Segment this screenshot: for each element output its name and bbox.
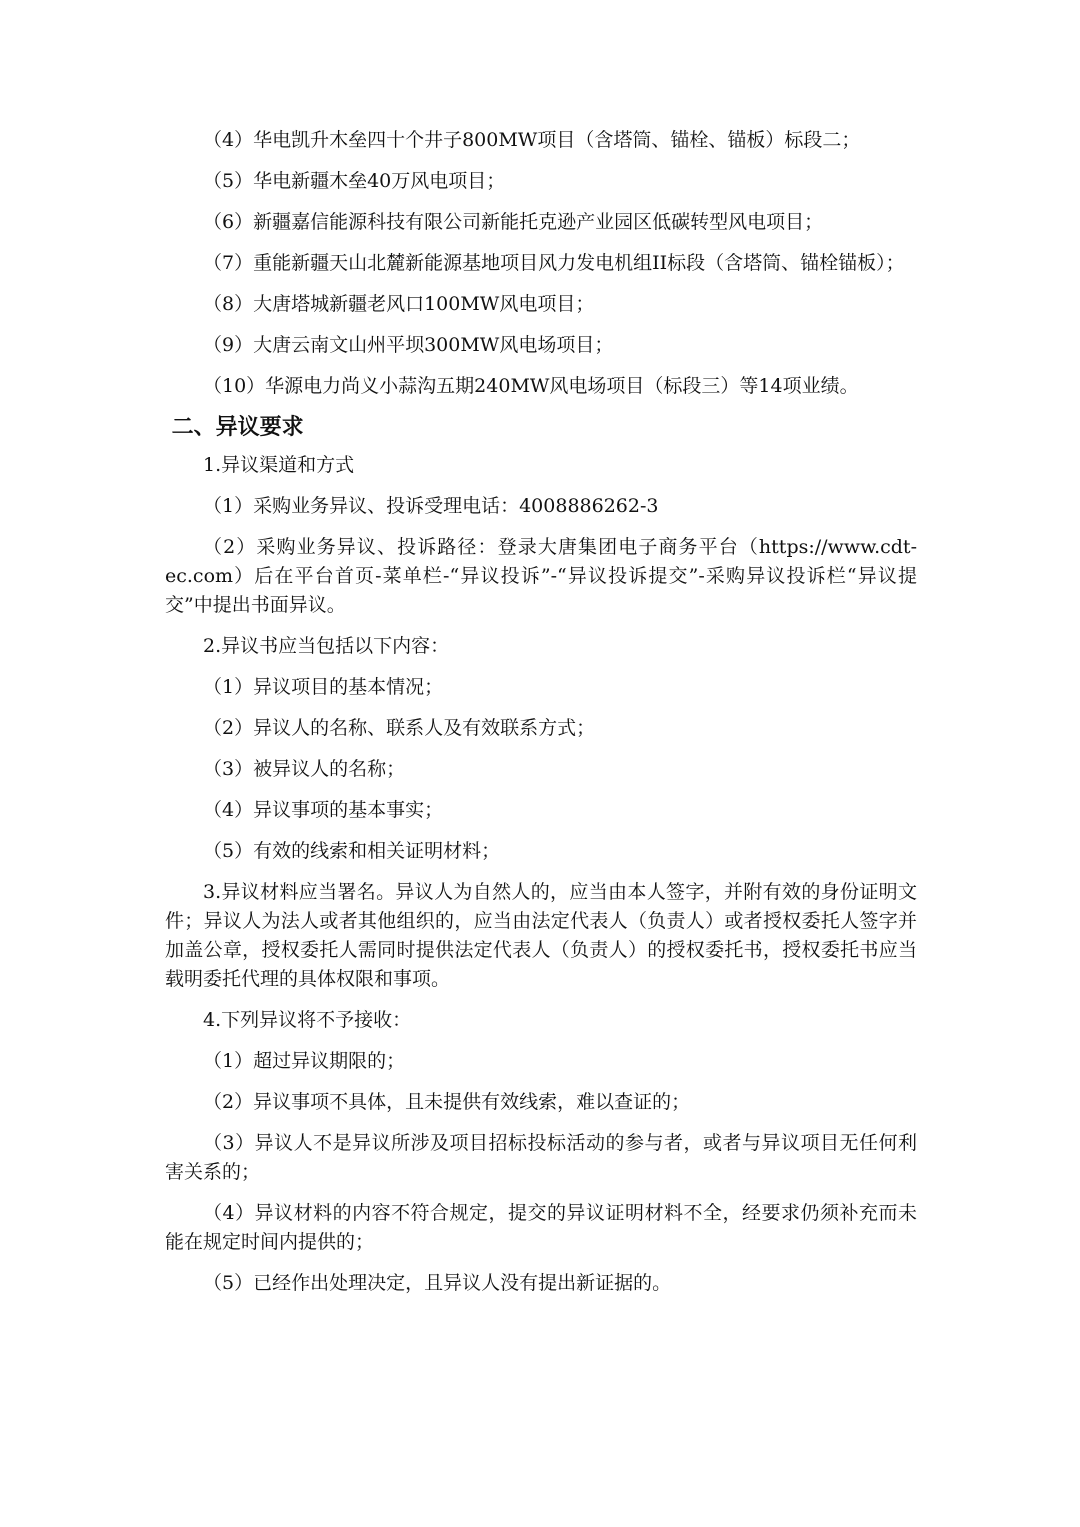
content-item: （1）异议项目的基本情况； (203, 676, 444, 698)
signature-rule: 3.异议材料应当署名。异议人为自然人的，应当由本人签字，并附有效的身份证明文件；异议人为法人或者其他组织的，应当由法定代表人（负责人）或者授权委托人签字并加盖公章，授权委托人需同时提供法定代表人（负责人）的授权委托书，授权委托书应当载明委托代理的具体权限和事项。 (165, 881, 917, 990)
performance-item-8: （8）大唐塔城新疆老风口100MW风电项目； (203, 293, 595, 315)
reject-heading: 4.下列异议将不予接收： (203, 1009, 412, 1031)
performance-item-6: （6）新疆嘉信能源科技有限公司新能托克逊产业园区低碳转型风电项目； (203, 211, 824, 233)
performance-item-10: （10）华源电力尚义小蒜沟五期240MW风电场项目（标段三）等14项业绩。 (203, 375, 859, 397)
performance-item-9: （9）大唐云南文山州平坝300MW风电场项目； (203, 334, 614, 356)
document-body (165, 126, 917, 1310)
performance-item-7: （7）重能新疆天山北麓新能源基地项目风力发电机组II标段（含塔筒、锚栓锚板）； (203, 252, 905, 274)
content-item: （5）有效的线索和相关证明材料； (203, 840, 501, 862)
content-item: （3）被异议人的名称； (203, 758, 406, 780)
content-heading: 2.异议书应当包括以下内容： (203, 635, 450, 657)
channel-heading: 1.异议渠道和方式 (203, 454, 355, 476)
reject-item: （1）超过异议期限的； (203, 1050, 406, 1072)
performance-item-5: （5）华电新疆木垒40万风电项目； (203, 170, 506, 192)
reject-item: （4）异议材料的内容不符合规定，提交的异议证明材料不全，经要求仍须补充而未能在规定时间内提供的； (165, 1202, 917, 1253)
reject-item: （5）已经作出处理决定，且异议人没有提出新证据的。 (203, 1272, 672, 1294)
performance-item-4: （4）华电凯升木垒四十个井子800MW项目（含塔筒、锚栓、锚板）标段二； (203, 129, 861, 151)
content-item: （2）异议人的名称、联系人及有效联系方式； (203, 717, 596, 739)
reject-item: （2）异议事项不具体，且未提供有效线索，难以查证的； (203, 1091, 691, 1113)
channel-phone: （1）采购业务异议、投诉受理电话：4008886262-3 (203, 495, 659, 517)
section-title: 二、异议要求 (171, 415, 304, 440)
content-item: （4）异议事项的基本事实； (203, 799, 444, 821)
reject-item: （3）异议人不是异议所涉及项目招标投标活动的参与者，或者与异议项目无任何利害关系的； (165, 1132, 917, 1183)
channel-path: （2）采购业务异议、投诉路径：登录大唐集团电子商务平台（https://www.cdt-ec.com）后在平台首页-菜单栏-“异议投诉”-“异议投诉提交”-采购异议投诉栏“异议提交”中提出书面异议。 (165, 536, 917, 616)
